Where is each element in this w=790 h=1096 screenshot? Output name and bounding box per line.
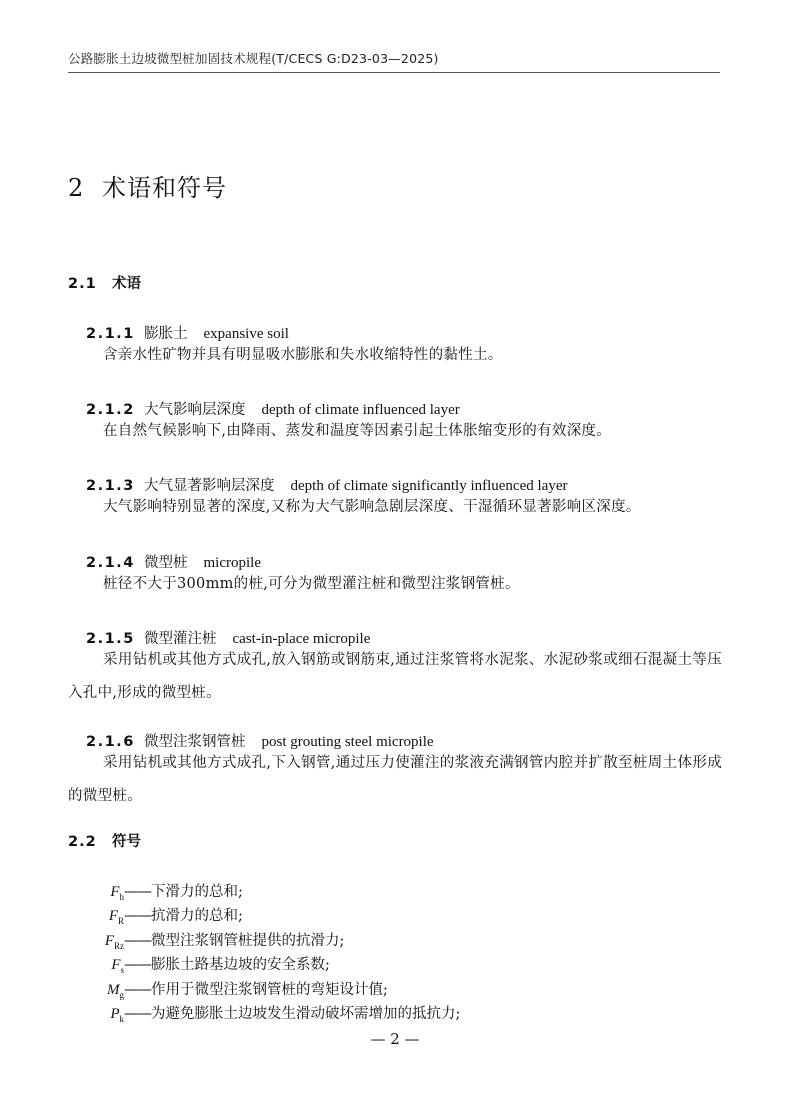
term-number: 2.1.4: [86, 555, 135, 571]
term-number: 2.1.2: [86, 402, 135, 418]
symbol-dash: ——: [124, 957, 151, 973]
symbol: $M_g$: [107, 982, 124, 1000]
symbol: $F_R$: [108, 908, 124, 926]
term-number: 2.1.6: [86, 734, 135, 750]
term-english: depth of climate influenced layer: [261, 402, 460, 418]
term-english: micropile: [203, 555, 261, 571]
symbol: $P_k$: [110, 1006, 124, 1024]
chapter-title: [68, 168, 227, 203]
chapter-title-text: 术语和符号: [102, 174, 227, 202]
section-heading-symbols: [68, 830, 141, 851]
symbol: $F_h$: [110, 884, 124, 902]
term-english: depth of climate significantly influenced layer: [290, 478, 568, 494]
term-english: cast-in-place micropile: [232, 631, 371, 647]
symbol-dash: ——: [124, 908, 151, 924]
term-definition: 大气影响特别显著的深度,又称为大气影响急剧层深度、干湿循环显著影响区深度。: [103, 499, 641, 515]
symbol-entry: [96, 953, 330, 975]
term-definition: 含亲水性矿物并具有明显吸水膨胀和失水收缩特性的黏性土。: [103, 347, 503, 363]
symbol: $F_{Rz}$: [104, 933, 124, 951]
symbol-description: 微型注浆钢管桩提供的抗滑力;: [151, 933, 345, 949]
term-definition: 采用钻机或其他方式成孔,下入钢管,通过压力使灌注的浆液充满钢管内腔并扩散至桩周土体形成的微型桩。: [68, 755, 722, 804]
term-chinese: 大气影响层深度: [144, 402, 246, 418]
term-chinese: 微型注浆钢管桩: [144, 734, 246, 750]
symbol-entry: [96, 978, 388, 1000]
symbol-entry: [96, 929, 344, 951]
running-header: 公路膨胀土边坡微型桩加固技术规程(T/CECS G:D23-03—2025): [68, 51, 439, 66]
term-english: post grouting steel micropile: [261, 734, 434, 750]
section-number: 2.2: [68, 834, 97, 850]
symbol-dash: ——: [124, 884, 151, 900]
symbol-description: 作用于微型注浆钢管桩的弯矩设计值;: [151, 982, 388, 998]
term-number: 2.1.3: [86, 478, 135, 494]
symbol-dash: ——: [124, 1006, 151, 1022]
section-title: 符号: [112, 834, 141, 850]
symbol-dash: ——: [124, 933, 151, 949]
symbol-description: 下滑力的总和;: [151, 884, 243, 900]
term-chinese: 微型桩: [144, 555, 188, 571]
symbol-dash: ——: [124, 982, 151, 998]
term-chinese: 微型灌注桩: [144, 631, 217, 647]
chapter-number: 2: [68, 174, 85, 202]
page-number: — 2 —: [370, 1030, 420, 1048]
symbol-description: 膨胀土路基边坡的安全系数;: [151, 957, 330, 973]
section-heading-terms: [68, 272, 141, 293]
term-number: 2.1.1: [86, 326, 135, 342]
section-title: 术语: [112, 276, 141, 292]
symbol-description: 抗滑力的总和;: [151, 908, 243, 924]
term-chinese: 大气显著影响层深度: [144, 478, 275, 494]
term-chinese: 膨胀土: [144, 326, 188, 342]
symbol-entry: [96, 904, 243, 926]
term-definition: 桩径不大于300mm的桩,可分为微型灌注桩和微型注浆钢管桩。: [103, 576, 520, 592]
term-definition: 采用钻机或其他方式成孔,放入钢筋或钢筋束,通过注浆管将水泥浆、水泥砂浆或细石混凝土等压入孔中,形成的微型桩。: [68, 652, 722, 701]
symbol-entry: [96, 880, 243, 902]
symbol-description: 为避免膨胀土边坡发生滑动破坏需增加的抵抗力;: [151, 1006, 461, 1022]
term-number: 2.1.5: [86, 631, 135, 647]
term-definition: 在自然气候影响下,由降雨、蒸发和温度等因素引起土体胀缩变形的有效深度。: [103, 423, 612, 439]
term-english: expansive soil: [203, 326, 289, 342]
header-divider: [68, 72, 720, 73]
section-number: 2.1: [68, 276, 97, 292]
symbol-entry: [96, 1002, 460, 1024]
symbol: $F_s$: [111, 957, 124, 975]
